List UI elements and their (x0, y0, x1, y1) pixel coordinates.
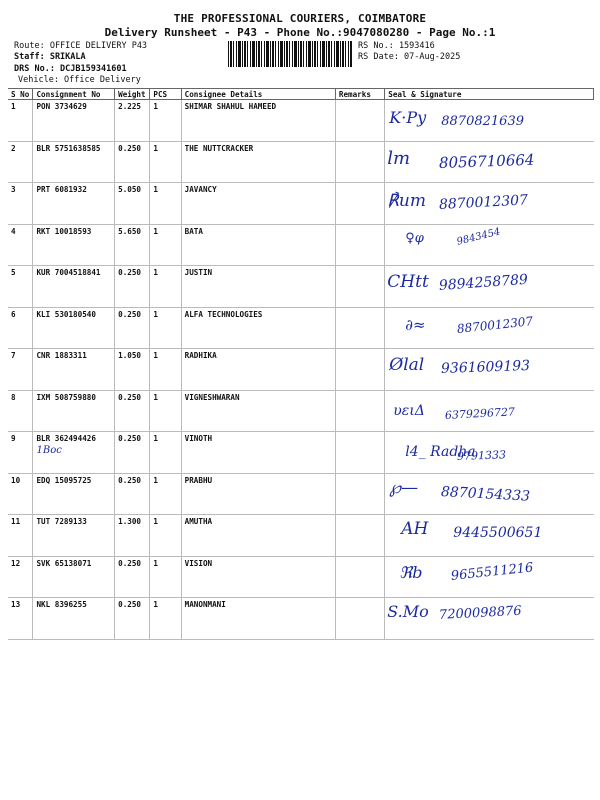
row-sno-text: 5 (11, 268, 16, 277)
row-remarks (335, 224, 384, 266)
row-consignment-no (33, 515, 115, 557)
row-pcs-text: 1 (153, 558, 158, 568)
rs-number: RS No.: 1593416 (358, 41, 435, 51)
row-sno (8, 515, 33, 557)
row-weight (115, 100, 150, 142)
row-sno (8, 390, 33, 432)
row-sno-text: 2 (11, 143, 16, 153)
table-row (8, 100, 594, 142)
row-consignment-no (33, 390, 115, 432)
row-sno-text: 1 (11, 102, 16, 111)
row-consignment-no (33, 473, 115, 515)
signature-scribble: CHtt (387, 272, 429, 292)
handwritten-phone: 8056710664 (438, 150, 535, 172)
row-sno (8, 473, 33, 515)
table-row (8, 224, 594, 266)
table-row (8, 307, 594, 349)
row-consignment-no (33, 183, 115, 225)
row-consignment-no (33, 100, 115, 142)
row-consignment-no (33, 432, 115, 474)
handwritten-phone: 8870012307 (438, 192, 529, 213)
row-consignee (181, 183, 335, 225)
row-consignee (181, 432, 335, 474)
row-consignment-no (33, 141, 115, 183)
row-remarks (335, 556, 384, 598)
row-sno-text: 6 (11, 309, 16, 319)
row-weight-text: 0.250 (118, 475, 141, 485)
row-pcs (150, 556, 181, 598)
row-consignment-no-text: KLI 530180540 (36, 309, 96, 319)
row-pcs (150, 141, 181, 183)
row-pcs-text: 1 (153, 143, 158, 153)
row-weight-text: 0.250 (118, 309, 141, 319)
signature-scribble: ℜb (399, 562, 423, 582)
table-row (8, 432, 594, 474)
signature-scribble: lm (387, 147, 411, 169)
row-remarks (335, 141, 384, 183)
row-consignment-no-text: PON 3734629 (36, 102, 87, 111)
row-remarks (335, 349, 384, 391)
row-remarks (335, 100, 384, 142)
barcode (228, 41, 352, 67)
row-consignee-text: VIGNESHWARAN (184, 392, 240, 402)
row-consignment-no-text: NKL 8396255 (36, 600, 87, 609)
row-consignee-text: AMUTHA (184, 517, 213, 526)
row-sno (8, 183, 33, 225)
row-seal-signature (385, 141, 594, 183)
signature-scribble: ℘— (389, 477, 419, 498)
row-weight-text: 2.225 (118, 102, 141, 111)
row-sno (8, 556, 33, 598)
row-consignment-no (33, 307, 115, 349)
row-consignee-text: THE NUTTCRACKER (184, 143, 254, 153)
row-pcs (150, 390, 181, 432)
col-consignment: Consignment No (33, 89, 115, 100)
row-seal-signature (385, 432, 594, 474)
signature-scribble: υειΔ (393, 402, 425, 419)
handwritten-phone: 9791333 (457, 448, 507, 463)
row-weight-text: 0.250 (118, 558, 141, 568)
handwritten-phone: 8870821639 (441, 114, 524, 129)
vehicle-info: Vehicle: Office Delivery (18, 75, 141, 85)
row-consignee (181, 141, 335, 183)
table-row (8, 183, 594, 225)
row-consignment-no (33, 556, 115, 598)
table-row (8, 266, 594, 308)
row-sno (8, 100, 33, 142)
row-pcs-text: 1 (153, 102, 158, 111)
row-weight (115, 390, 150, 432)
row-consignee (181, 515, 335, 557)
row-consignment-no-text: RKT 10018593 (36, 226, 92, 236)
row-consignee (181, 556, 335, 598)
table-row (8, 598, 594, 640)
row-weight-text: 0.250 (118, 392, 141, 402)
row-pcs (150, 307, 181, 349)
row-consignment-no-text: IXM 508759880 (36, 392, 96, 402)
row-consignment-no (33, 349, 115, 391)
handwritten-phone: 9843454 (455, 225, 502, 248)
row-weight (115, 349, 150, 391)
row-remarks (335, 266, 384, 308)
row-weight (115, 224, 150, 266)
row-weight-text: 0.250 (118, 143, 141, 153)
row-remarks (335, 473, 384, 515)
row-weight-text: 0.250 (118, 434, 141, 443)
row-consignee-text: ALFA TECHNOLOGIES (184, 309, 263, 319)
staff-info: Staff: SRIKALA (14, 52, 86, 62)
row-sno (8, 349, 33, 391)
row-weight-text: 1.300 (118, 517, 141, 526)
row-sno (8, 141, 33, 183)
row-consignment-no-text: SVK 65138071 (36, 558, 92, 568)
row-sno-text: 13 (11, 600, 21, 609)
row-remarks (335, 307, 384, 349)
col-signature: Seal & Signature (385, 89, 594, 100)
row-sno-text: 7 (11, 351, 16, 360)
signature-scribble: K·Py (389, 108, 427, 127)
row-pcs (150, 432, 181, 474)
row-consignee (181, 266, 335, 308)
row-consignment-no (33, 224, 115, 266)
row-weight-text: 5.050 (118, 185, 141, 194)
row-consignee (181, 100, 335, 142)
row-consignee-text: RADHIKA (184, 351, 217, 360)
col-consignee: Consignee Details (181, 89, 335, 100)
row-weight (115, 598, 150, 640)
row-pcs (150, 598, 181, 640)
row-consignee-text: PRABHU (184, 475, 213, 485)
handwritten-phone: 8870154333 (440, 483, 531, 505)
row-sno (8, 224, 33, 266)
row-seal-signature (385, 556, 594, 598)
table-row (8, 349, 594, 391)
row-sno-text: 12 (11, 558, 21, 568)
row-remarks (335, 390, 384, 432)
rs-date: RS Date: 07-Aug-2025 (358, 52, 461, 62)
row-pcs-text: 1 (153, 309, 158, 319)
row-seal-signature (385, 598, 594, 640)
row-remarks (335, 515, 384, 557)
table-row (8, 515, 594, 557)
row-seal-signature (385, 266, 594, 308)
row-remarks (335, 598, 384, 640)
row-pcs-text: 1 (153, 434, 158, 443)
signature-scribble: ♀φ (405, 230, 424, 246)
row-sno-text: 4 (11, 226, 16, 236)
signature-scribble: l4_ Radha (405, 444, 476, 460)
row-consignee-text: VISION (184, 558, 213, 568)
row-sno-text: 9 (11, 434, 16, 443)
row-pcs (150, 349, 181, 391)
row-seal-signature (385, 390, 594, 432)
row-consignment-no-text: EDQ 15095725 (36, 475, 92, 485)
row-consignee-text: BATA (184, 226, 203, 236)
row-sno (8, 266, 33, 308)
row-seal-signature (385, 515, 594, 557)
handwritten-phone: 9894258789 (438, 271, 529, 294)
row-sno (8, 432, 33, 474)
row-pcs-text: 1 (153, 185, 158, 194)
row-weight (115, 556, 150, 598)
row-pcs-text: 1 (153, 517, 158, 526)
row-sno (8, 307, 33, 349)
row-consignee-text: SHIMAR SHAHUL HAMEED (184, 102, 277, 111)
row-sno-text: 3 (11, 185, 16, 194)
table-header-row (8, 89, 594, 100)
table-row (8, 390, 594, 432)
row-weight (115, 432, 150, 474)
row-pcs (150, 224, 181, 266)
row-consignee-text: JAVANCY (184, 185, 217, 194)
handwritten-phone: 6379296727 (444, 404, 516, 422)
row-consignment-no-text: CNR 1883311 (36, 351, 87, 360)
runsheet-table (8, 88, 594, 640)
row-seal-signature (385, 473, 594, 515)
drs-info: DRS No.: DCJB159341601 (14, 64, 127, 74)
signature-scribble: S.Mo (387, 602, 429, 621)
row-seal-signature (385, 224, 594, 266)
row-consignee (181, 349, 335, 391)
row-pcs (150, 183, 181, 225)
row-pcs-text: 1 (153, 351, 158, 360)
row-consignment-no-text: KUR 7004518841 (36, 268, 101, 277)
col-weight: Weight (115, 89, 150, 100)
row-consignment-no-text: TUT 7289133 (36, 517, 87, 526)
row-consignee-text: JUSTIN (184, 268, 213, 277)
row-seal-signature (385, 100, 594, 142)
row-pcs-text: 1 (153, 226, 158, 236)
row-seal-signature (385, 183, 594, 225)
signature-scribble: ∂≈ (405, 315, 426, 334)
row-seal-signature (385, 349, 594, 391)
handwritten-note: 1Boc (36, 445, 62, 456)
col-pcs: PCS (150, 89, 181, 100)
signature-scribble: Ølal (389, 355, 425, 375)
row-weight-text: 0.250 (118, 600, 141, 609)
row-consignment-no (33, 598, 115, 640)
row-weight (115, 183, 150, 225)
route-info: Route: OFFICE DELIVERY P43 (14, 41, 148, 51)
row-consignee (181, 390, 335, 432)
row-pcs-text: 1 (153, 600, 158, 609)
row-weight (115, 307, 150, 349)
row-weight-text: 1.050 (118, 351, 141, 360)
row-remarks (335, 183, 384, 225)
signature-scribble: AH (401, 519, 429, 539)
row-pcs-text: 1 (153, 475, 158, 485)
table-row (8, 141, 594, 183)
row-seal-signature (385, 307, 594, 349)
row-pcs (150, 266, 181, 308)
row-pcs (150, 100, 181, 142)
runsheet-subtitle: Delivery Runsheet - P43 - Phone No.:9047080280 - Page No.:1 (104, 26, 496, 39)
table-row (8, 556, 594, 598)
handwritten-phone: 9361609193 (441, 357, 531, 377)
row-consignment-no-text: PRT 6081932 (36, 185, 87, 194)
signature-scribble: ℟um (387, 191, 426, 211)
handwritten-phone: 8870012307 (456, 313, 534, 336)
row-consignee (181, 598, 335, 640)
company-title: THE PROFESSIONAL COURIERS, COIMBATORE (173, 12, 427, 25)
row-consignee-text: MANONMANI (184, 600, 226, 609)
row-pcs-text: 1 (153, 268, 158, 277)
handwritten-phone: 9655511216 (450, 559, 535, 584)
row-pcs-text: 1 (153, 392, 158, 402)
col-remarks: Remarks (335, 89, 384, 100)
handwritten-phone: 7200098876 (438, 603, 523, 623)
row-consignment-no-text: BLR 362494426 (36, 434, 96, 443)
row-weight (115, 515, 150, 557)
col-sno: S No (8, 89, 33, 100)
row-consignee (181, 473, 335, 515)
row-consignee-text: VINOTH (184, 434, 213, 443)
row-consignment-no (33, 266, 115, 308)
handwritten-phone: 9445500651 (453, 525, 543, 541)
row-consignee (181, 307, 335, 349)
row-sno (8, 598, 33, 640)
row-weight (115, 266, 150, 308)
row-weight-text: 5.650 (118, 226, 141, 236)
row-sno-text: 11 (11, 517, 21, 526)
row-consignment-no-text: BLR 5751638585 (36, 143, 101, 153)
row-weight (115, 141, 150, 183)
row-weight (115, 473, 150, 515)
row-pcs (150, 473, 181, 515)
row-sno-text: 8 (11, 392, 16, 402)
table-row (8, 473, 594, 515)
row-weight-text: 0.250 (118, 268, 141, 277)
row-consignee (181, 224, 335, 266)
row-remarks (335, 432, 384, 474)
row-sno-text: 10 (11, 475, 21, 485)
row-pcs (150, 515, 181, 557)
